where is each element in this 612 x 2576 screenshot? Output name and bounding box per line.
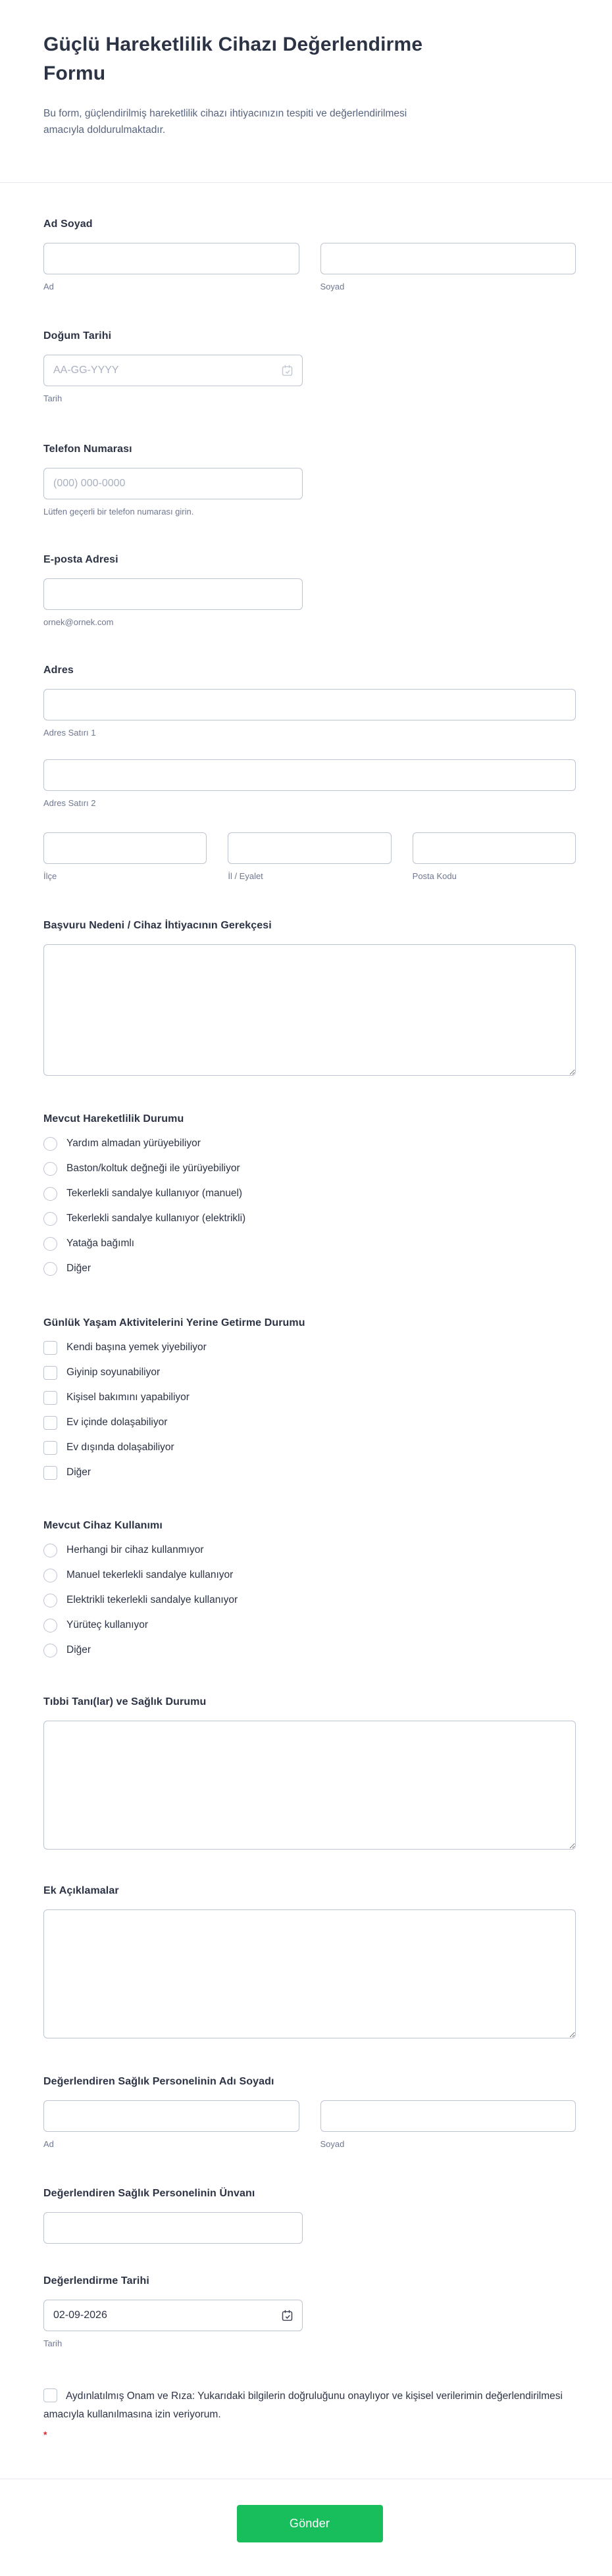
checkbox-option-label: Kişisel bakımını yapabiliyor bbox=[66, 1392, 190, 1403]
field-assessor-title bbox=[43, 2186, 576, 2244]
consent-label: Aydınlatılmış Onam ve Rıza: Yukarıdaki bilgilerin doğruluğunu onaylıyor ve kişisel verilerimin değerlendirilmesi amacıyla kullanılmasına izin veriyorum. bbox=[43, 2390, 563, 2420]
checkbox-option-label: Ev dışında dolaşabiliyor bbox=[66, 1442, 174, 1453]
checkbox-option[interactable] bbox=[43, 1415, 576, 1430]
checkbox-option[interactable] bbox=[43, 1365, 576, 1380]
consent-checkbox[interactable] bbox=[43, 2388, 57, 2402]
checkbox[interactable] bbox=[43, 1441, 57, 1455]
address-state-input[interactable] bbox=[228, 832, 391, 864]
assessor-title-input[interactable] bbox=[43, 2212, 303, 2244]
radio-option[interactable] bbox=[43, 1568, 576, 1582]
assessor-last-name-input[interactable] bbox=[320, 2100, 576, 2132]
first-name-sublabel: Ad bbox=[43, 282, 54, 291]
checkbox-option-label: Ev içinde dolaşabiliyor bbox=[66, 1417, 168, 1428]
last-name-input[interactable] bbox=[320, 243, 576, 274]
field-medical bbox=[43, 1695, 576, 1850]
radio-option[interactable] bbox=[43, 1161, 576, 1176]
radio-button[interactable] bbox=[43, 1137, 57, 1151]
checkbox-option[interactable] bbox=[43, 1465, 576, 1480]
last-name-sublabel: Soyad bbox=[320, 282, 345, 291]
radio-option[interactable] bbox=[43, 1618, 576, 1632]
assessor-title-label: Değerlendiren Sağlık Personelinin Ünvanı bbox=[43, 2188, 255, 2199]
radio-option-label: Yardım almadan yürüyebiliyor bbox=[66, 1138, 201, 1149]
checkbox-option[interactable] bbox=[43, 1390, 576, 1405]
address-zip-sublabel: Posta Kodu bbox=[412, 871, 457, 881]
assessment-date-label: Değerlendirme Tarihi bbox=[43, 2275, 149, 2286]
address-line2-sublabel: Adres Satırı 2 bbox=[43, 798, 96, 808]
address-line1-input[interactable] bbox=[43, 689, 576, 720]
reason-textarea[interactable] bbox=[43, 944, 576, 1076]
radio-button[interactable] bbox=[43, 1187, 57, 1201]
form-description: Bu form, güçlendirilmiş hareketlilik cihazı ihtiyacınızın tespiti ve değerlendirilmesi amacıyla doldurulmaktadır. bbox=[43, 108, 407, 136]
radio-option[interactable] bbox=[43, 1643, 576, 1657]
radio-option-label: Diğer bbox=[66, 1644, 91, 1655]
daily-activities-label: Günlük Yaşam Aktivitelerini Yerine Getirme Durumu bbox=[43, 1317, 305, 1328]
radio-button[interactable] bbox=[43, 1262, 57, 1276]
address-zip-input[interactable] bbox=[413, 832, 576, 864]
radio-button[interactable] bbox=[43, 1162, 57, 1176]
reason-label: Başvuru Nedeni / Cihaz İhtiyacının Gerekçesi bbox=[43, 920, 272, 931]
birth-date-sublabel: Tarih bbox=[43, 393, 63, 403]
form-header bbox=[43, 30, 576, 138]
checkbox[interactable] bbox=[43, 1366, 57, 1380]
radio-button[interactable] bbox=[43, 1544, 57, 1557]
first-name-input[interactable] bbox=[43, 243, 299, 274]
submit-button[interactable]: Gönder bbox=[237, 2505, 383, 2542]
required-asterisk: * bbox=[43, 2429, 47, 2440]
field-mobility-status bbox=[43, 1112, 576, 1276]
radio-option-label: Baston/koltuk değneği ile yürüyebiliyor bbox=[66, 1163, 240, 1174]
radio-option-label: Elektrikli tekerlekli sandalye kullanıyor bbox=[66, 1594, 238, 1605]
checkbox[interactable] bbox=[43, 1416, 57, 1430]
radio-option-label: Tekerlekli sandalye kullanıyor (elektrikli) bbox=[66, 1213, 246, 1224]
checkbox-option[interactable] bbox=[43, 1340, 576, 1355]
mobility-status-label: Mevcut Hareketlilik Durumu bbox=[43, 1113, 184, 1124]
phone-sublabel: Lütfen geçerli bir telefon numarası girin. bbox=[43, 507, 194, 517]
radio-option-label: Diğer bbox=[66, 1263, 91, 1274]
radio-option-label: Yatağa bağımlı bbox=[66, 1238, 135, 1249]
email-input[interactable] bbox=[43, 578, 303, 610]
email-label: E-posta Adresi bbox=[43, 554, 118, 565]
medical-label: Tıbbi Tanı(lar) ve Sağlık Durumu bbox=[43, 1696, 207, 1707]
checkbox[interactable] bbox=[43, 1341, 57, 1355]
address-line1-sublabel: Adres Satırı 1 bbox=[43, 728, 96, 738]
radio-button[interactable] bbox=[43, 1644, 57, 1657]
field-birth-date bbox=[43, 329, 576, 404]
checkbox[interactable] bbox=[43, 1391, 57, 1405]
checkbox-option-label: Kendi başına yemek yiyebiliyor bbox=[66, 1342, 207, 1353]
field-assessment-date bbox=[43, 2274, 576, 2349]
field-daily-activities bbox=[43, 1316, 576, 1480]
address-city-sublabel: İlçe bbox=[43, 871, 57, 881]
phone-label: Telefon Numarası bbox=[43, 443, 132, 455]
notes-label: Ek Açıklamalar bbox=[43, 1885, 119, 1896]
radio-option-label: Manuel tekerlekli sandalye kullanıyor bbox=[66, 1569, 234, 1580]
radio-button[interactable] bbox=[43, 1594, 57, 1607]
radio-option-label: Tekerlekli sandalye kullanıyor (manuel) bbox=[66, 1188, 243, 1199]
field-email bbox=[43, 553, 576, 628]
checkbox[interactable] bbox=[43, 1466, 57, 1480]
current-device-label: Mevcut Cihaz Kullanımı bbox=[43, 1520, 163, 1531]
notes-textarea[interactable] bbox=[43, 1909, 576, 2038]
assessor-last-name-sublabel: Soyad bbox=[320, 2139, 345, 2149]
radio-option[interactable] bbox=[43, 1136, 576, 1151]
email-sublabel: ornek@ornek.com bbox=[43, 617, 114, 627]
full-name-label: Ad Soyad bbox=[43, 218, 93, 230]
field-full-name bbox=[43, 217, 576, 292]
field-current-device bbox=[43, 1519, 576, 1657]
assessor-first-name-sublabel: Ad bbox=[43, 2139, 54, 2149]
checkbox-option[interactable] bbox=[43, 1440, 576, 1455]
assessor-first-name-input[interactable] bbox=[43, 2100, 299, 2132]
assessment-date-input[interactable] bbox=[43, 2300, 303, 2331]
medical-textarea[interactable] bbox=[43, 1721, 576, 1850]
assessor-name-label: Değerlendiren Sağlık Personelinin Adı Soyadı bbox=[43, 2076, 274, 2087]
radio-option[interactable] bbox=[43, 1261, 576, 1276]
radio-option[interactable] bbox=[43, 1211, 576, 1226]
radio-option-label: Herhangi bir cihaz kullanmıyor bbox=[66, 1544, 204, 1555]
field-phone bbox=[43, 442, 576, 517]
field-notes bbox=[43, 1884, 576, 2038]
address-label: Adres bbox=[43, 665, 74, 676]
radio-button[interactable] bbox=[43, 1619, 57, 1632]
field-assessor-name bbox=[43, 2075, 576, 2150]
address-state-sublabel: İl / Eyalet bbox=[228, 871, 263, 881]
radio-option-label: Yürüteç kullanıyor bbox=[66, 1619, 149, 1630]
field-consent[interactable] bbox=[43, 2387, 576, 2444]
calendar-icon[interactable] bbox=[280, 364, 294, 378]
phone-input[interactable] bbox=[43, 468, 303, 499]
radio-option[interactable] bbox=[43, 1543, 576, 1557]
calendar-icon[interactable] bbox=[280, 2309, 294, 2323]
header-divider bbox=[0, 182, 612, 183]
field-reason bbox=[43, 919, 576, 1076]
radio-button[interactable] bbox=[43, 1237, 57, 1251]
radio-option[interactable] bbox=[43, 1236, 576, 1251]
checkbox-option-label: Giyinip soyunabiliyor bbox=[66, 1367, 161, 1378]
assessment-date-sublabel: Tarih bbox=[43, 2338, 63, 2348]
address-line2-input[interactable] bbox=[43, 759, 576, 791]
radio-button[interactable] bbox=[43, 1212, 57, 1226]
radio-option[interactable] bbox=[43, 1593, 576, 1607]
submit-row bbox=[43, 2505, 576, 2542]
checkbox-option-label: Diğer bbox=[66, 1467, 91, 1478]
radio-option[interactable] bbox=[43, 1186, 576, 1201]
address-city-input[interactable] bbox=[43, 832, 207, 864]
radio-button[interactable] bbox=[43, 1569, 57, 1582]
birth-date-label: Doğum Tarihi bbox=[43, 330, 112, 341]
birth-date-input[interactable] bbox=[43, 355, 303, 386]
field-address bbox=[43, 663, 576, 882]
page-title: Güçlü Hareketlilik Cihazı Değerlendirme Formu bbox=[43, 34, 423, 84]
